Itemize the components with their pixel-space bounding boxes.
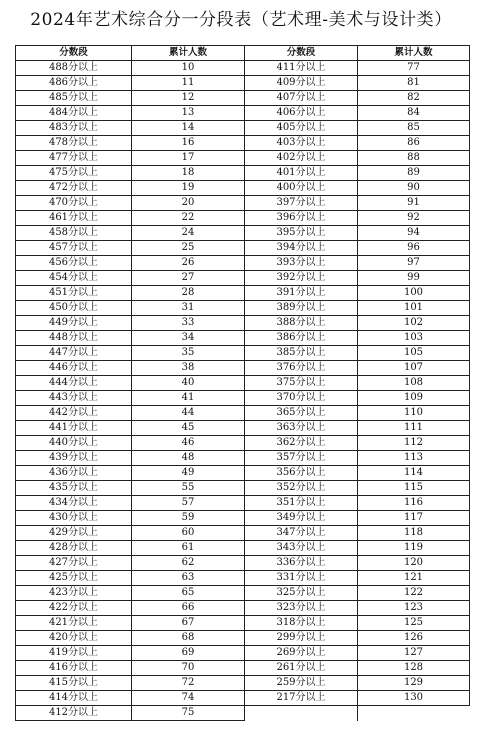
cumulative-count-cell: 112: [358, 436, 470, 451]
score-range-cell: 402分以上: [245, 151, 358, 166]
score-range-cell: 347分以上: [245, 526, 358, 541]
cumulative-count-cell: 84: [358, 106, 470, 121]
cumulative-count-cell: 74: [132, 691, 245, 706]
cumulative-count-cell: 40: [132, 376, 245, 391]
score-range-cell: 443分以上: [16, 391, 132, 406]
table-row: [16, 421, 470, 436]
cumulative-count-cell: 101: [358, 301, 470, 316]
score-range-cell: 388分以上: [245, 316, 358, 331]
cumulative-count-cell: 41: [132, 391, 245, 406]
score-range-cell: 409分以上: [245, 76, 358, 91]
table-row: [16, 436, 470, 451]
score-range-cell: 362分以上: [245, 436, 358, 451]
cumulative-count-cell: 55: [132, 481, 245, 496]
cumulative-count-cell: 96: [358, 241, 470, 256]
score-range-cell: 400分以上: [245, 181, 358, 196]
score-range-cell: 430分以上: [16, 511, 132, 526]
score-range-cell: 414分以上: [16, 691, 132, 706]
table-row: [16, 631, 470, 646]
table-row: [16, 391, 470, 406]
score-range-cell: 441分以上: [16, 421, 132, 436]
score-range-cell: 357分以上: [245, 451, 358, 466]
score-range-cell: 269分以上: [245, 646, 358, 661]
score-range-cell: 454分以上: [16, 271, 132, 286]
score-range-cell: 259分以上: [245, 676, 358, 691]
score-range-cell: 439分以上: [16, 451, 132, 466]
score-range-cell: 397分以上: [245, 196, 358, 211]
cumulative-count-cell: 113: [358, 451, 470, 466]
score-range-cell: 363分以上: [245, 421, 358, 436]
cumulative-count-cell: 107: [358, 361, 470, 376]
cumulative-count-cell: 92: [358, 211, 470, 226]
cumulative-count-cell: 114: [358, 466, 470, 481]
table-row: [16, 556, 470, 571]
cumulative-count-cell: 128: [358, 661, 470, 676]
table-row: [16, 586, 470, 601]
score-range-cell: 325分以上: [245, 586, 358, 601]
score-range-cell: 440分以上: [16, 436, 132, 451]
score-range-cell: 407分以上: [245, 91, 358, 106]
score-range-cell: 470分以上: [16, 196, 132, 211]
score-range-cell: 365分以上: [245, 406, 358, 421]
table-body: [16, 61, 470, 721]
cumulative-count-cell: 16: [132, 136, 245, 151]
table-header: [16, 46, 470, 61]
header-cumulative-count-right: 累计人数: [358, 46, 470, 61]
table-row: [16, 376, 470, 391]
score-range-cell: 356分以上: [245, 466, 358, 481]
cumulative-count-cell: 60: [132, 526, 245, 541]
table-row: [16, 301, 470, 316]
score-range-cell: 349分以上: [245, 511, 358, 526]
score-range-cell: 478分以上: [16, 136, 132, 151]
table-row: [16, 211, 470, 226]
cumulative-count-cell: 49: [132, 466, 245, 481]
score-range-cell: 485分以上: [16, 91, 132, 106]
score-range-cell: 444分以上: [16, 376, 132, 391]
score-range-cell: 442分以上: [16, 406, 132, 421]
cumulative-count-cell: 103: [358, 331, 470, 346]
score-range-cell: 351分以上: [245, 496, 358, 511]
table-row: [16, 121, 470, 136]
table-row: [16, 91, 470, 106]
score-range-cell: 217分以上: [245, 691, 358, 706]
score-range-cell: 401分以上: [245, 166, 358, 181]
score-range-cell: 299分以上: [245, 631, 358, 646]
cumulative-count-cell: 26: [132, 256, 245, 271]
score-range-cell: 336分以上: [245, 556, 358, 571]
cumulative-count-cell: 33: [132, 316, 245, 331]
score-range-cell: 483分以上: [16, 121, 132, 136]
cumulative-count-cell: 44: [132, 406, 245, 421]
score-range-cell: 477分以上: [16, 151, 132, 166]
score-range-cell: 475分以上: [16, 166, 132, 181]
cumulative-count-cell: 66: [132, 601, 245, 616]
cumulative-count-cell: 88: [358, 151, 470, 166]
table-row: [16, 166, 470, 181]
table-row: [16, 256, 470, 271]
table-row: [16, 571, 470, 586]
score-range-cell: 447分以上: [16, 346, 132, 361]
score-range-cell: 436分以上: [16, 466, 132, 481]
cumulative-count-cell: 82: [358, 91, 470, 106]
score-range-cell: 395分以上: [245, 226, 358, 241]
cumulative-count-cell: 57: [132, 496, 245, 511]
cumulative-count-cell: 22: [132, 211, 245, 226]
cumulative-count-cell: 89: [358, 166, 470, 181]
table-row: [16, 541, 470, 556]
table-row: [16, 361, 470, 376]
score-range-cell: 389分以上: [245, 301, 358, 316]
table-row: [16, 706, 470, 721]
cumulative-count-cell: 19: [132, 181, 245, 196]
table-row: [16, 691, 470, 706]
cumulative-count-cell: 130: [358, 691, 470, 706]
cumulative-count-cell: 35: [132, 346, 245, 361]
score-range-cell: 411分以上: [245, 61, 358, 76]
score-range-cell: 451分以上: [16, 286, 132, 301]
score-range-cell: 488分以上: [16, 61, 132, 76]
score-range-cell: 450分以上: [16, 301, 132, 316]
score-range-cell: 261分以上: [245, 661, 358, 676]
cumulative-count-cell: 111: [358, 421, 470, 436]
cumulative-count-cell: 12: [132, 91, 245, 106]
score-range-cell: 323分以上: [245, 601, 358, 616]
table-row: [16, 481, 470, 496]
cumulative-count-cell: 85: [358, 121, 470, 136]
cumulative-count-cell: 125: [358, 616, 470, 631]
table-row: [16, 466, 470, 481]
score-range-cell: 448分以上: [16, 331, 132, 346]
cumulative-count-cell: 108: [358, 376, 470, 391]
table-row: [16, 451, 470, 466]
score-range-cell: 423分以上: [16, 586, 132, 601]
score-range-cell: 415分以上: [16, 676, 132, 691]
table-row: [16, 346, 470, 361]
score-range-cell: 370分以上: [245, 391, 358, 406]
cumulative-count-cell: 25: [132, 241, 245, 256]
score-range-cell: 405分以上: [245, 121, 358, 136]
score-range-cell: 428分以上: [16, 541, 132, 556]
score-range-cell: 486分以上: [16, 76, 132, 91]
score-range-cell: 391分以上: [245, 286, 358, 301]
cumulative-count-cell: 100: [358, 286, 470, 301]
cumulative-count-cell: 69: [132, 646, 245, 661]
cumulative-count-cell: 123: [358, 601, 470, 616]
score-range-cell: 456分以上: [16, 256, 132, 271]
empty-cell: [358, 706, 470, 721]
cumulative-count-cell: 105: [358, 346, 470, 361]
score-range-cell: 457分以上: [16, 241, 132, 256]
table-row: [16, 241, 470, 256]
header-score-range-right: 分数段: [245, 46, 358, 61]
cumulative-count-cell: 110: [358, 406, 470, 421]
score-range-cell: 403分以上: [245, 136, 358, 151]
cumulative-count-cell: 18: [132, 166, 245, 181]
score-range-cell: 412分以上: [16, 706, 132, 721]
table-row: [16, 286, 470, 301]
cumulative-count-cell: 61: [132, 541, 245, 556]
empty-cell: [245, 706, 358, 721]
cumulative-count-cell: 91: [358, 196, 470, 211]
cumulative-count-cell: 117: [358, 511, 470, 526]
cumulative-count-cell: 63: [132, 571, 245, 586]
document-title: 2024年艺术综合分一分段表（艺术理-美术与设计类）: [30, 10, 452, 30]
table-row: [16, 661, 470, 676]
cumulative-count-cell: 34: [132, 331, 245, 346]
table-row: [16, 106, 470, 121]
score-range-cell: 394分以上: [245, 241, 358, 256]
score-range-cell: 318分以上: [245, 616, 358, 631]
table-row: [16, 406, 470, 421]
table-row: [16, 76, 470, 91]
cumulative-count-cell: 46: [132, 436, 245, 451]
cumulative-count-cell: 97: [358, 256, 470, 271]
cumulative-count-cell: 116: [358, 496, 470, 511]
cumulative-count-cell: 115: [358, 481, 470, 496]
cumulative-count-cell: 72: [132, 676, 245, 691]
cumulative-count-cell: 14: [132, 121, 245, 136]
score-range-cell: 406分以上: [245, 106, 358, 121]
cumulative-count-cell: 67: [132, 616, 245, 631]
cumulative-count-cell: 31: [132, 301, 245, 316]
header-row: [16, 46, 470, 61]
score-range-cell: 421分以上: [16, 616, 132, 631]
score-range-cell: 386分以上: [245, 331, 358, 346]
cumulative-count-cell: 126: [358, 631, 470, 646]
score-range-cell: 420分以上: [16, 631, 132, 646]
score-range-cell: 343分以上: [245, 541, 358, 556]
table-row: [16, 196, 470, 211]
score-distribution-table: [15, 45, 470, 721]
cumulative-count-cell: 38: [132, 361, 245, 376]
cumulative-count-cell: 81: [358, 76, 470, 91]
table-row: [16, 181, 470, 196]
cumulative-count-cell: 122: [358, 586, 470, 601]
table-row: [16, 526, 470, 541]
table-row: [16, 511, 470, 526]
cumulative-count-cell: 59: [132, 511, 245, 526]
score-range-cell: 392分以上: [245, 271, 358, 286]
score-range-cell: 352分以上: [245, 481, 358, 496]
table-row: [16, 271, 470, 286]
cumulative-count-cell: 28: [132, 286, 245, 301]
score-range-cell: 425分以上: [16, 571, 132, 586]
table-row: [16, 496, 470, 511]
score-range-cell: 396分以上: [245, 211, 358, 226]
score-range-cell: 419分以上: [16, 646, 132, 661]
cumulative-count-cell: 20: [132, 196, 245, 211]
score-range-cell: 331分以上: [245, 571, 358, 586]
table-row: [16, 331, 470, 346]
cumulative-count-cell: 13: [132, 106, 245, 121]
table-row: [16, 151, 470, 166]
cumulative-count-cell: 90: [358, 181, 470, 196]
cumulative-count-cell: 45: [132, 421, 245, 436]
cumulative-count-cell: 77: [358, 61, 470, 76]
cumulative-count-cell: 68: [132, 631, 245, 646]
cumulative-count-cell: 86: [358, 136, 470, 151]
cumulative-count-cell: 99: [358, 271, 470, 286]
score-range-cell: 429分以上: [16, 526, 132, 541]
score-range-cell: 434分以上: [16, 496, 132, 511]
score-range-cell: 376分以上: [245, 361, 358, 376]
table-row: [16, 136, 470, 151]
score-range-cell: 393分以上: [245, 256, 358, 271]
cumulative-count-cell: 24: [132, 226, 245, 241]
cumulative-count-cell: 119: [358, 541, 470, 556]
cumulative-count-cell: 75: [132, 706, 245, 721]
cumulative-count-cell: 70: [132, 661, 245, 676]
score-range-cell: 416分以上: [16, 661, 132, 676]
score-range-cell: 461分以上: [16, 211, 132, 226]
score-range-cell: 375分以上: [245, 376, 358, 391]
cumulative-count-cell: 109: [358, 391, 470, 406]
header-cumulative-count-left: 累计人数: [132, 46, 245, 61]
cumulative-count-cell: 27: [132, 271, 245, 286]
cumulative-count-cell: 11: [132, 76, 245, 91]
score-range-cell: 435分以上: [16, 481, 132, 496]
table-row: [16, 676, 470, 691]
cumulative-count-cell: 94: [358, 226, 470, 241]
cumulative-count-cell: 48: [132, 451, 245, 466]
score-range-cell: 449分以上: [16, 316, 132, 331]
cumulative-count-cell: 129: [358, 676, 470, 691]
score-range-cell: 472分以上: [16, 181, 132, 196]
table-row: [16, 646, 470, 661]
cumulative-count-cell: 65: [132, 586, 245, 601]
cumulative-count-cell: 102: [358, 316, 470, 331]
cumulative-count-cell: 62: [132, 556, 245, 571]
cumulative-count-cell: 118: [358, 526, 470, 541]
table-row: [16, 316, 470, 331]
score-range-cell: 385分以上: [245, 346, 358, 361]
table-row: [16, 61, 470, 76]
cumulative-count-cell: 127: [358, 646, 470, 661]
table-row: [16, 226, 470, 241]
score-range-cell: 484分以上: [16, 106, 132, 121]
cumulative-count-cell: 120: [358, 556, 470, 571]
cumulative-count-cell: 17: [132, 151, 245, 166]
cumulative-count-cell: 10: [132, 61, 245, 76]
score-range-cell: 422分以上: [16, 601, 132, 616]
score-range-cell: 458分以上: [16, 226, 132, 241]
score-range-cell: 427分以上: [16, 556, 132, 571]
cumulative-count-cell: 121: [358, 571, 470, 586]
score-range-cell: 446分以上: [16, 361, 132, 376]
table-row: [16, 616, 470, 631]
table-row: [16, 601, 470, 616]
header-score-range-left: 分数段: [16, 46, 132, 61]
